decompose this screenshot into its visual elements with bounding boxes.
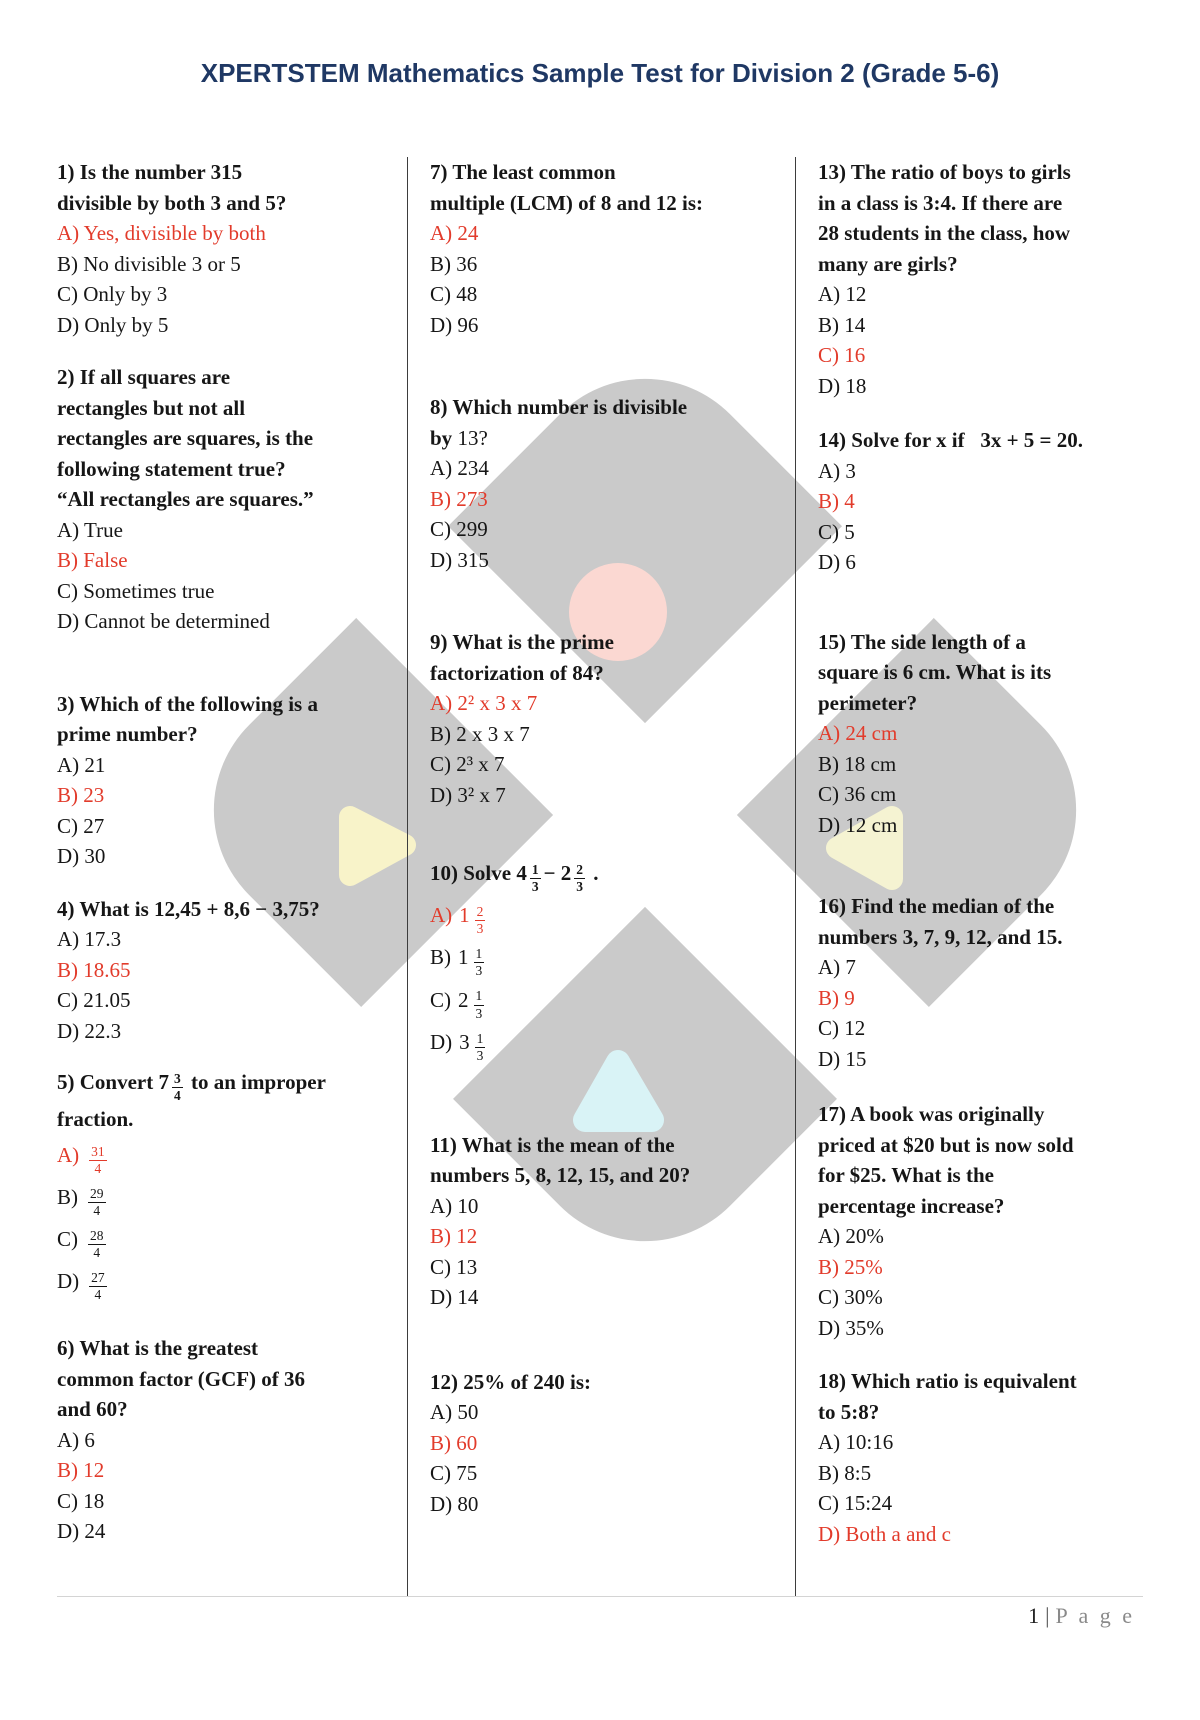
question-18 [818,1366,1145,1549]
option-d: D) Both a and c [818,1521,951,1546]
page-number: 1 [1028,1603,1040,1628]
question-text: 9) What is the prime [430,630,614,654]
column-3 [795,157,1145,1597]
question-13 [818,157,1145,401]
option-a: A) 24 [430,221,479,245]
option-b: B) 14 [818,312,866,337]
question-text: rectangles are squares, is the [57,426,314,450]
question-text: rectangles but not all [57,395,246,420]
question-15 [818,627,1145,841]
option-b: B) 8:5 [818,1460,872,1485]
option-c: C) 2³ x 7 [430,752,505,776]
question-text: 3) Which of the following is a [57,691,318,716]
option-a: A) 17.3 [57,927,122,951]
option-d: D) 24 [57,1519,106,1544]
question-text: 8) Which number is divisible [430,395,688,419]
option-d: D) 96 [430,312,479,337]
option-b: B) 4 [818,489,855,513]
question-text: in a class is 3:4. If there are [818,190,1063,215]
question-text: 7) The least common [430,160,616,184]
question-text: prime number? [57,722,198,746]
question-text: 5) Convert 7 $\frac{3}{4}$ to an improper [57,1070,326,1103]
column-2 [407,157,795,1597]
question-7 [430,157,785,340]
option-b: B) 18 cm [818,751,897,776]
page-label: P a g e [1055,1603,1135,1628]
question-text: 14) Solve for x if 3x + 5 = 20. [818,428,1084,452]
question-text: 28 students in the class, how [818,221,1071,245]
option-a: A) 21 [57,752,106,777]
option-a: A) 24 cm [818,721,898,745]
page-title: XPERTSTEM Mathematics Sample Test for Division 2 (Grade 5-6) [200,58,1000,88]
page-footer [1028,1601,1135,1631]
fraction: $\frac{31}{4}$ [91,1143,105,1176]
option-c: C) 36 cm [818,782,897,806]
option-c: C) 18 [57,1488,105,1513]
question-text: 15) The side length of a [818,629,1026,654]
option-b: B) 12 [430,1224,478,1249]
option-c: C) 21.05 [57,988,131,1012]
option-c: C) 15:24 [818,1491,893,1515]
question-columns [57,157,1145,1597]
option-a: A) 6 [57,1427,95,1452]
option-a: A) 234 [430,456,489,480]
question-text: divisible by both 3 and 5? [57,190,287,215]
question-11 [430,1130,785,1313]
fraction: $\frac{2}{3}$ [476,904,484,937]
option-d: D) 3² x 7 [430,782,506,807]
option-a: A) 10:16 [818,1430,894,1454]
question-text: square is 6 cm. What is its [818,660,1052,684]
option-d: D) 22.3 [57,1018,122,1043]
option-b: B) 1 $\frac{1}{3}$ [430,945,483,979]
fraction: $\frac{3}{4}$ [173,1070,181,1103]
option-d: D) 80 [430,1491,479,1516]
question-5 [57,1067,397,1303]
question-text: fraction. [57,1107,134,1132]
option-d: D) 12 cm [818,812,898,837]
footer-divider [57,1596,1143,1597]
question-text: and 60? [57,1397,128,1422]
question-text: to 5:8? [818,1399,880,1424]
option-a: A) 2² x 3 x 7 [430,691,538,715]
question-text: many are girls? [818,251,958,276]
question-text: numbers 3, 7, 9, 12, and 15. [818,924,1063,949]
option-d: D) 14 [430,1285,479,1310]
option-d: D) 315 [430,547,489,572]
option-c: C) 5 [818,519,855,544]
option-a: A) Yes, divisible by both [57,221,266,245]
question-text: 16) Find the median of the [818,894,1055,918]
option-b: B) 36 [430,251,478,276]
option-c: C) 27 [57,813,105,838]
question-text: 17) A book was originally [818,1102,1045,1126]
option-d: D) 15 [818,1046,867,1071]
question-text: priced at $20 but is now sold [818,1132,1074,1157]
question-text: factorization of 84? [430,660,604,685]
question-3 [57,689,397,872]
option-b: B) 273 [430,486,488,511]
option-c: C) 75 [430,1461,478,1486]
option-b: B) 25% [818,1254,883,1279]
option-b: B) False [57,548,128,572]
footer-separator: | [1045,1603,1050,1628]
question-text: percentage increase? [818,1193,1005,1218]
question-text: 2) If all squares are [57,365,231,389]
question-17 [818,1099,1145,1343]
fraction: $\frac{29}{4}$ [90,1185,104,1218]
question-text: 4) What is 12,45 + 8,6 − 3,75? [57,896,320,921]
option-b: B) 2 x 3 x 7 [430,721,530,746]
question-1 [57,157,397,340]
option-d: D) Cannot be determined [57,609,270,633]
question-text: by 13? [430,425,488,450]
option-a: A) 1 $\frac{2}{3}$ [430,903,484,937]
question-2 [57,362,397,637]
question-text: for $25. What is the [818,1163,994,1187]
question-text: multiple (LCM) of 8 and 12 is: [430,190,703,215]
question-6 [57,1333,397,1547]
option-c: C) 48 [430,282,478,306]
option-b: B) 23 [57,783,105,807]
option-c: C) 16 [818,343,866,367]
question-text: perimeter? [818,690,918,715]
fraction: $\frac{1}{3}$ [476,1030,484,1063]
option-a: A) 20% [818,1224,884,1248]
option-d: D) $\frac{27}{4}$ [57,1269,105,1303]
option-d: D) 18 [818,373,867,398]
fraction: $\frac{1}{3}$ [475,946,483,979]
question-text: 1) Is the number 315 [57,160,243,184]
question-text: following statement true? [57,456,286,481]
question-text: 10) Solve 4 $\frac{1}{3}$ − 2 $\frac{2}{3}$ . [430,861,599,894]
fraction: $\frac{27}{4}$ [91,1270,105,1303]
option-d: D) 3 $\frac{1}{3}$ [430,1029,484,1063]
option-d: D) Only by 5 [57,312,169,337]
option-d: D) 6 [818,550,856,574]
option-c: C) 2 $\frac{1}{3}$ [430,987,483,1021]
column-1 [57,157,407,1597]
option-a: A) 50 [430,1400,479,1425]
option-a: A) $\frac{31}{4}$ [57,1142,105,1176]
question-10 [430,858,785,1064]
question-9 [430,627,785,810]
option-a: A) 12 [818,282,867,306]
option-b: B) 18.65 [57,957,131,982]
question-4 [57,894,397,1047]
option-a: A) True [57,517,123,542]
question-text: common factor (GCF) of 36 [57,1366,306,1391]
option-b: B) $\frac{29}{4}$ [57,1184,104,1218]
option-b: B) 60 [430,1430,478,1455]
option-b: B) 12 [57,1458,105,1483]
question-14 [818,425,1145,578]
option-d: D) 35% [818,1315,884,1340]
question-12 [430,1367,785,1520]
option-c: C) $\frac{28}{4}$ [57,1227,104,1261]
question-text: 11) What is the mean of the [430,1132,675,1157]
option-d: D) 30 [57,844,106,868]
option-b: B) 9 [818,985,855,1010]
fraction: $\frac{28}{4}$ [90,1227,104,1261]
question-text: numbers 5, 8, 12, 15, and 20? [430,1163,691,1188]
question-text: 6) What is the greatest [57,1336,259,1361]
option-c: C) Only by 3 [57,282,168,306]
option-c: C) 12 [818,1016,866,1040]
option-c: C) 30% [818,1285,883,1309]
option-c: C) 299 [430,517,488,541]
option-a: A) 7 [818,955,856,979]
question-text: “All rectangles are squares.” [57,487,314,511]
option-a: A) 3 [818,458,856,483]
option-c: C) Sometimes true [57,578,215,603]
option-c: C) 13 [430,1254,478,1279]
question-8 [430,392,785,575]
fraction: $\frac{1}{3}$ [531,861,539,894]
option-b: B) No divisible 3 or 5 [57,251,241,276]
question-text: 13) The ratio of boys to girls [818,160,1071,184]
question-text: 18) Which ratio is equivalent [818,1369,1077,1393]
option-a: A) 10 [430,1193,479,1218]
fraction: $\frac{2}{3}$ [576,861,584,894]
question-text: 12) 25% of 240 is: [430,1369,591,1394]
fraction: $\frac{1}{3}$ [475,988,483,1021]
question-16 [818,891,1145,1074]
